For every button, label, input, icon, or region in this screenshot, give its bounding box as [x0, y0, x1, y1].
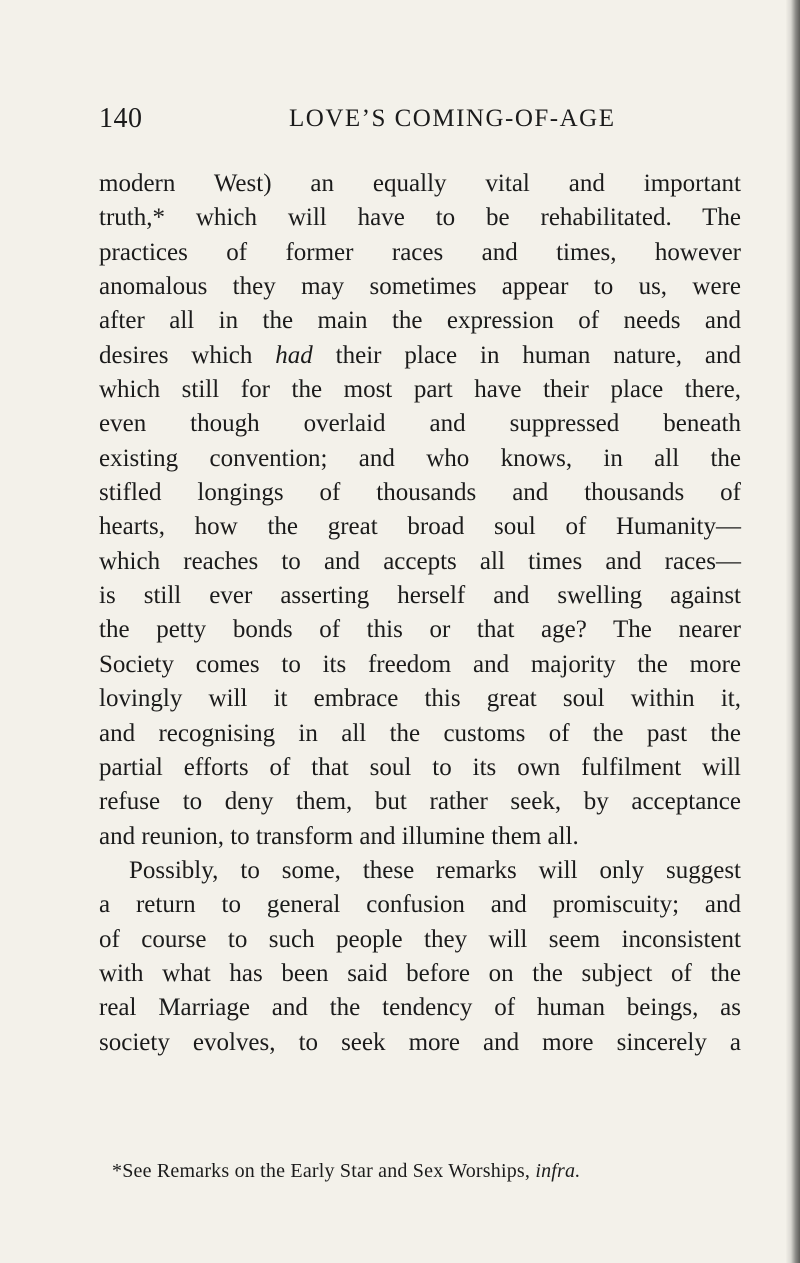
- footnote-text: *See Remarks on the Early Star and Sex Worships,: [112, 1160, 536, 1182]
- text-line: and recognising in all the customs of the past the: [99, 719, 741, 747]
- text-line: truth,* which will have to be rehabilitated. The: [99, 204, 741, 232]
- page-header: [99, 103, 741, 143]
- text-line: the petty bonds of this or that age? The nearer: [99, 616, 741, 644]
- text-line: is still ever asserting herself and swelling against: [99, 582, 741, 610]
- text-line: real Marriage and the tendency of human beings, as: [99, 994, 741, 1022]
- text-line: of course to such people they will seem inconsistent: [99, 925, 741, 953]
- footnote: [112, 1160, 580, 1183]
- running-head: LOVE’S COMING-OF-AGE: [289, 105, 616, 132]
- text-line: after all in the main the expression of needs and: [99, 307, 741, 335]
- text-line: stifled longings of thousands and thousands of: [99, 479, 741, 507]
- text-line: which still for the most part have their place there,: [99, 376, 741, 404]
- text-line: Society comes to its freedom and majority the more: [99, 650, 741, 678]
- text-line: practices of former races and times, however: [99, 238, 741, 266]
- text-line: society evolves, to seek more and more sincerely a: [99, 1028, 741, 1056]
- text-line: and reunion, to transform and illumine them all.: [99, 822, 579, 850]
- text-line: a return to general confusion and promiscuity; and: [99, 891, 741, 919]
- scan-edge-shadow: [786, 0, 800, 1263]
- text-line: refuse to deny them, but rather seek, by acceptance: [99, 788, 741, 816]
- footnote-italic: infra.: [535, 1160, 581, 1182]
- text-line: which reaches to and accepts all times and races—: [99, 547, 741, 575]
- text-line: with what has been said before on the subject of the: [99, 959, 741, 987]
- text-fragment: their place in human nature, and: [312, 341, 741, 369]
- text-line: Possibly, to some, these remarks will only suggest: [129, 856, 741, 884]
- text-line: lovingly will it embrace this great soul within it,: [99, 685, 741, 713]
- text-line: existing convention; and who knows, in all the: [99, 444, 741, 472]
- text-line: anomalous they may sometimes appear to us, were: [99, 273, 741, 301]
- text-line: hearts, how the great broad soul of Humanity—: [99, 513, 741, 541]
- page-number: 140: [99, 103, 143, 134]
- text-line: modern West) an equally vital and important: [99, 170, 741, 197]
- text-fragment: desires which: [99, 341, 276, 369]
- text-line: even though overlaid and suppressed beneath: [99, 410, 741, 438]
- body-text: [99, 167, 741, 1060]
- text-line: partial efforts of that soul to its own fulfilment will: [99, 753, 741, 781]
- italic-word: had: [275, 341, 313, 369]
- text-line-with-italic: [99, 339, 741, 373]
